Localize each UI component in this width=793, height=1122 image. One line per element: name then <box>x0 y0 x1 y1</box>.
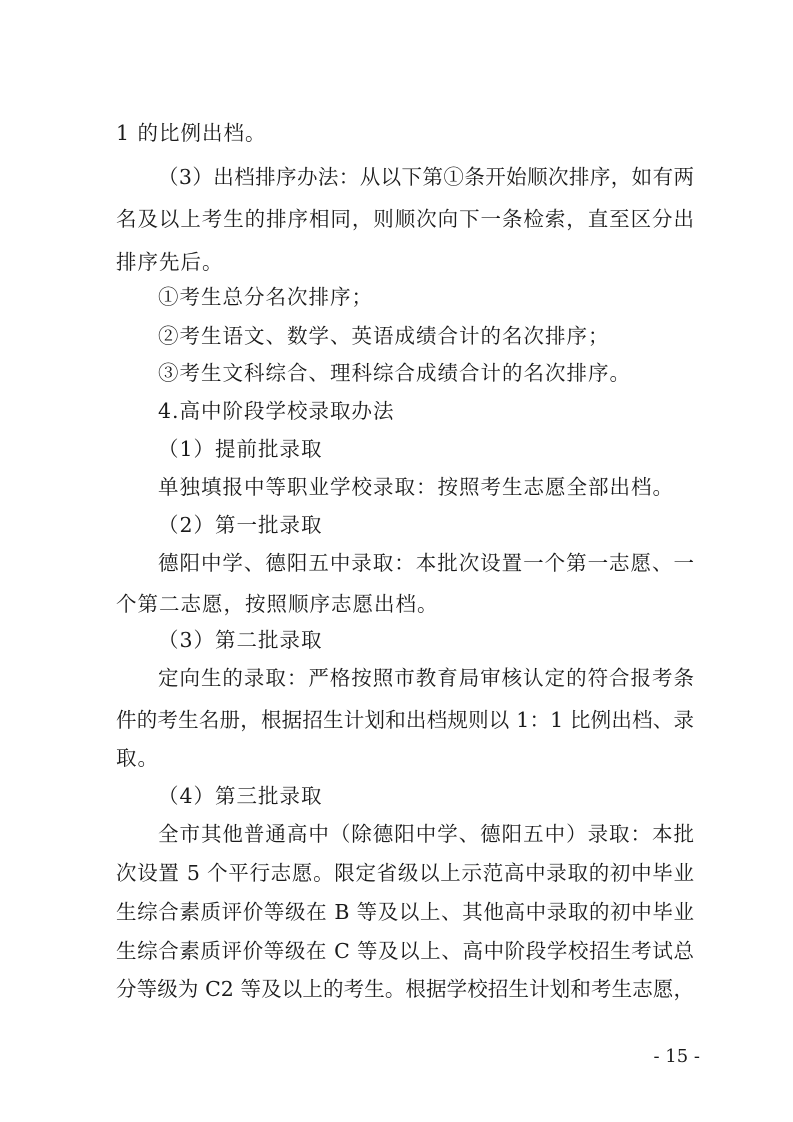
text-line: 定向生的录取：严格按照市教育局审核认定的符合报考条 <box>158 666 694 690</box>
text-line: 生综合素质评价等级在 B 等及以上、其他高中录取的初中毕业 <box>116 900 694 924</box>
text-line: 名及以上考生的排序相同，则顺次向下一条检索，直至区分出 <box>116 207 694 231</box>
text-line: 生综合素质评价等级在 C 等及以上、高中阶段学校招生考试总 <box>116 939 694 963</box>
page-number: - 15 - <box>653 1046 700 1067</box>
subsection-heading: （4）第三批录取 <box>158 784 323 808</box>
text-line: ①考生总分名次排序； <box>158 285 373 309</box>
text-line: 排序先后。 <box>116 250 224 274</box>
text-line: 德阳中学、德阳五中录取：本批次设置一个第一志愿、一 <box>158 551 694 575</box>
text-line: （3）出档排序办法：从以下第①条开始顺次排序，如有两 <box>158 165 694 189</box>
text-line: 全市其他普通高中（除德阳中学、德阳五中）录取：本批 <box>158 822 694 846</box>
text-line: 件的考生名册，根据招生计划和出档规则以 1：1 比例出档、录 <box>116 708 694 732</box>
text-line: 取。 <box>116 746 159 770</box>
text-line: 1 的比例出档。 <box>116 121 267 145</box>
subsection-heading: （1）提前批录取 <box>158 437 323 461</box>
text-line: 分等级为 C2 等及以上的考生。根据学校招生计划和考生志愿， <box>116 977 694 1001</box>
text-line: 个第二志愿，按照顺序志愿出档。 <box>116 592 439 616</box>
subsection-heading: （3）第二批录取 <box>158 628 323 652</box>
text-line: ③考生文科综合、理科综合成绩合计的名次排序。 <box>158 361 631 385</box>
section-heading: 4.高中阶段学校录取办法 <box>158 399 395 423</box>
text-line: ②考生语文、数学、英语成绩合计的名次排序； <box>158 324 610 348</box>
text-line: 单独填报中等职业学校录取：按照考生志愿全部出档。 <box>158 475 674 499</box>
subsection-heading: （2）第一批录取 <box>158 513 323 537</box>
text-line: 次设置 5 个平行志愿。限定省级以上示范高中录取的初中毕业 <box>116 861 694 885</box>
